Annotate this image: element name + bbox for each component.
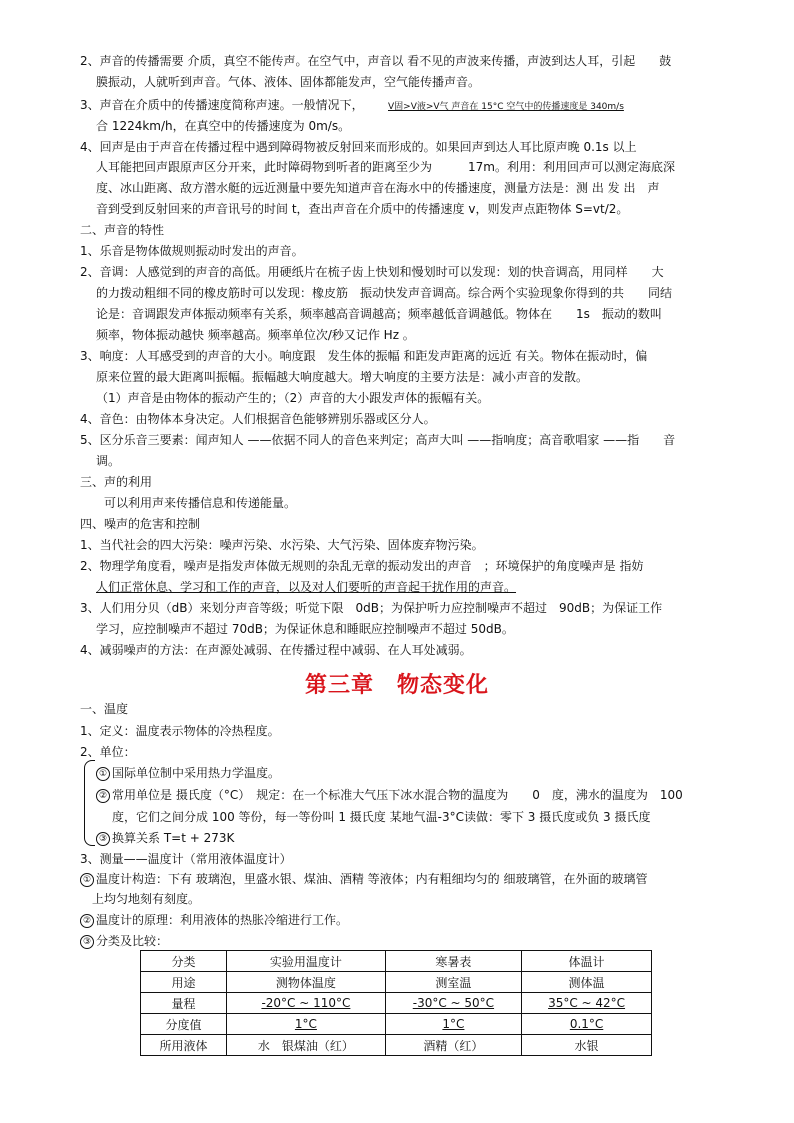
chapter-title: 第三章 物态变化	[304, 673, 489, 698]
marker: ①	[80, 873, 94, 887]
list-item	[96, 786, 683, 804]
item-text: 温度计构造：下有 玻璃泡，里盛水银、煤油、酒精 等液体；内有粗细均匀的 细玻璃管，在外面的玻璃管	[96, 872, 648, 886]
table-cell: -30°C ~ 50°C	[385, 993, 521, 1014]
table-cell: 35°C ~ 42°C	[522, 993, 652, 1014]
text-line: 的力拨动粗细不同的橡皮筋时可以发现：橡皮筋 振动快发声音调高。综合两个实验现象你得到的共 同结	[96, 286, 673, 300]
marker: ②	[96, 789, 110, 803]
text-line: 调。	[96, 454, 121, 468]
table-cell: 测体温	[522, 972, 652, 993]
text-line: （1）声音是由物体的振动产生的；（2）声音的大小跟发声体的振幅有关。	[96, 391, 490, 405]
table-row	[141, 1014, 652, 1035]
table-header-cell: 分类	[141, 951, 227, 972]
table-row	[141, 993, 652, 1014]
text-line: 3、人们用分贝（dB）来划分声音等级；听觉下限 0dB；为保护听力应控制噪声不超过 90dB；为保证工作	[80, 601, 663, 615]
list-item	[96, 829, 234, 847]
text-line: 3、响度：人耳感受到的声音的大小。响度跟 发生体的振幅 和距发声距离的远近 有关。物体在振动时，偏	[80, 349, 648, 363]
text-line: 3、测量——温度计（常用液体温度计）	[80, 852, 292, 866]
text-line: 4、音色：由物体本身决定。人们根据音色能够辨别乐器或区分人。	[80, 412, 436, 426]
table-cell: 量程	[141, 993, 227, 1014]
text-line: 4、回声是由于声音在传播过程中遇到障碍物被反射回来而形成的。如果回声到达人耳比原声晚 0.1s 以上	[80, 140, 637, 154]
text-line: 5、区分乐音三要素：闻声知人 ——依据不同人的音色来判定；高声大叫 ——指响度；高音歌唱家 ——指 音	[80, 433, 676, 447]
text-line: 1、当代社会的四大污染：噪声污染、水污染、大气污染、固体废弃物污染。	[80, 538, 484, 552]
table-header-cell: 寒暑表	[385, 951, 521, 972]
table-cell: -20°C ~ 110°C	[227, 993, 386, 1014]
text-line: 音到受到反射回来的声音讯号的时间 t，查出声音在介质中的传播速度 v，则发声点距物体 S=vt/2。	[96, 202, 629, 216]
text-line: 论是：音调跟发声体振动频率有关系，频率越高音调越高；频率越低音调越低。物体在 1s 振动的数叫	[96, 307, 662, 321]
table-cell: 用途	[141, 972, 227, 993]
text-line: 2、音调：人感觉到的声音的高低。用硬纸片在梳子齿上快划和慢划时可以发现：划的快音调高，用同样 大	[80, 265, 664, 279]
table-cell: 测室温	[385, 972, 521, 993]
thermometer-table	[140, 950, 652, 1056]
text-line: 1、乐音是物体做规则振动时发出的声音。	[80, 244, 304, 258]
table-cell: 水银	[522, 1035, 652, 1056]
list-item	[80, 932, 168, 950]
text-line: 3、声音在介质中的传播速度简称声速。一般情况下，	[80, 98, 364, 112]
text-line: 1、定义：温度表示物体的冷热程度。	[80, 724, 280, 738]
table-cell: 0.1°C	[522, 1014, 652, 1035]
text-line-small: V固>V液>V气 声音在 15°C 空气中的传播速度是 340m/s	[388, 102, 624, 112]
table-cell: 1°C	[227, 1014, 386, 1035]
text-line: 2、物理学角度看，噪声是指发声体做无规则的杂乱无章的振动发出的声音 ；环境保护的角度噪声是 指妨	[80, 559, 644, 573]
list-item	[80, 870, 647, 888]
text-line: 膜振动，人就听到声音。气体、液体、固体都能发声，空气能传播声音。	[96, 75, 481, 89]
marker: ②	[80, 914, 94, 928]
text-line: 频率，物体振动越快 频率越高。频率单位次/秒又记作 Hz 。	[96, 328, 415, 342]
item-text: 常用单位是 摄氏度（°C） 规定：在一个标准大气压下冰水混合物的温度为 0 度，沸水的温度为 100	[112, 788, 683, 802]
text-line: 原来位置的最大距离叫振幅。振幅越大响度越大。增大响度的主要方法是：减小声音的发散。	[96, 370, 589, 384]
text-line: 可以利用声来传播信息和传递能量。	[104, 496, 297, 510]
item-text: 分类及比较：	[96, 934, 169, 948]
marker: ③	[96, 832, 110, 846]
section-heading: 二、声音的特性	[80, 223, 165, 237]
table-cell: 测物体温度	[227, 972, 386, 993]
brace-bracket	[84, 760, 95, 846]
section-heading: 三、声的利用	[80, 475, 153, 489]
marker: ①	[96, 767, 110, 781]
item-text: 换算关系 T=t + 273K	[112, 831, 235, 845]
item-text: 温度计的原理：利用液体的热胀冷缩进行工作。	[96, 913, 349, 927]
text-line: 学习，应控制噪声不超过 70dB；为保证休息和睡眠应控制噪声不超过 50dB。	[96, 622, 514, 636]
table-cell: 酒精（红）	[385, 1035, 521, 1056]
section-heading: 一、温度	[80, 702, 129, 716]
table-cell: 分度值	[141, 1014, 227, 1035]
table-header-row	[141, 951, 652, 972]
text-line: 4、减弱噪声的方法：在声源处减弱、在传播过程中减弱、在人耳处减弱。	[80, 643, 472, 657]
text-line: 上均匀地刻有刻度。	[92, 892, 201, 906]
text-line: 人耳能把回声跟原声区分开来，此时障碍物到听者的距离至少为 17m。利用：利用回声可以测定海底深	[96, 160, 675, 174]
text-line: 度、冰山距离、敌方潜水艇的远近测量中要先知道声音在海水中的传播速度，测量方法是：测 出 发 出 声	[96, 181, 660, 195]
table-cell: 所用液体	[141, 1035, 227, 1056]
text-line: 度，它们之间分成 100 等份，每一等份叫 1 摄氏度 某地气温-3°C读做：零下 3 摄氏度或负 3 摄氏度	[112, 810, 651, 824]
table-cell: 1°C	[385, 1014, 521, 1035]
table-row	[141, 972, 652, 993]
table-header-cell: 实验用温度计	[227, 951, 386, 972]
list-item	[80, 911, 348, 929]
item-text: 国际单位制中采用热力学温度。	[112, 766, 281, 780]
table-row	[141, 1035, 652, 1056]
text-line: 2、单位：	[80, 745, 136, 759]
text-line: 人们正常休息、学习和工作的声音，以及对人们要听的声音起干扰作用的声音。	[96, 580, 517, 594]
list-item	[96, 764, 280, 782]
table-cell: 水 银煤油（红）	[227, 1035, 386, 1056]
text-line: 2、声音的传播需要 介质，真空不能传声。在空气中，声音以 看不见的声波来传播，声波到达人耳，引起 鼓	[80, 54, 672, 68]
text-line: 合 1224km/h，在真空中的传播速度为 0m/s。	[96, 119, 351, 133]
marker: ③	[80, 935, 94, 949]
section-heading: 四、噪声的危害和控制	[80, 517, 201, 531]
table-header-cell: 体温计	[522, 951, 652, 972]
